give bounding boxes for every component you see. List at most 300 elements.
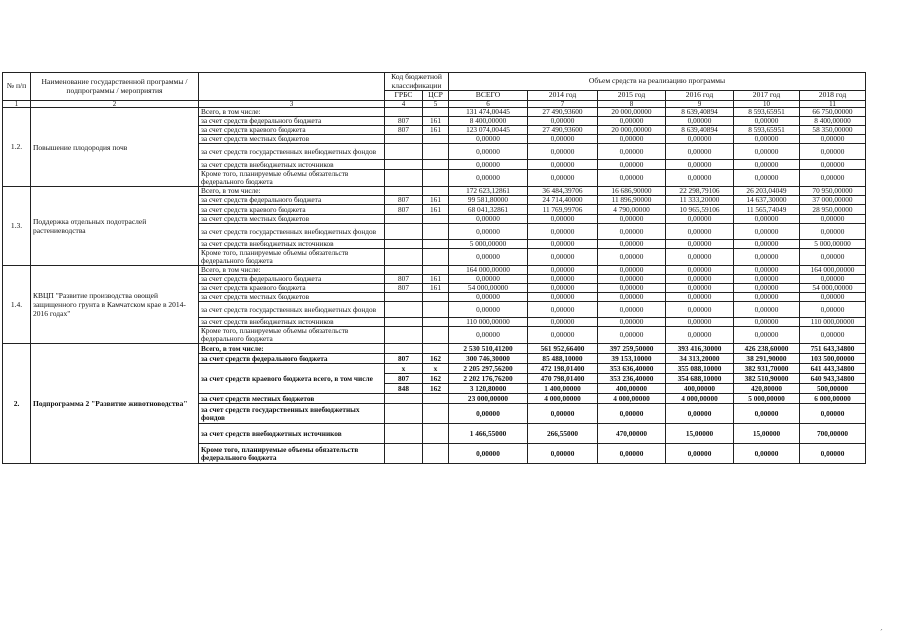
csr-code: 161 [423,117,449,126]
value-year: 0,00000 [666,135,734,144]
value-total: 0,00000 [449,170,528,187]
csr-code [423,224,449,240]
value-total: 54 000,00000 [449,284,528,293]
value-total: 300 746,30000 [449,354,528,364]
grbs-code [385,266,423,275]
index-cell: 2 [31,101,199,108]
value-year: 0,00000 [528,284,598,293]
csr-code [423,394,449,404]
row-label: за счет средств государственных внебюджетных фондов [199,224,385,240]
value-year: 0,00000 [800,293,866,302]
value-year: 0,00000 [528,224,598,240]
value-year: 0,00000 [800,275,866,284]
value-year: 22 298,79106 [666,187,734,196]
value-year: 472 198,01400 [528,364,598,374]
value-year: 0,00000 [734,249,800,266]
value-year: 400,00000 [598,384,666,394]
value-year: 353 236,40000 [598,374,666,384]
header-name: Наименование государственной программы / подпрограммы / мероприятия [31,73,199,101]
section-number: 1.4. [3,266,31,344]
value-year: 0,00000 [598,215,666,224]
value-year: 0,00000 [734,266,800,275]
csr-code: x [423,364,449,374]
value-year: 4 000,00000 [598,394,666,404]
row-label: за счет средств краевого бюджета всего, в том числе [199,364,385,394]
row-label: Кроме того, планируемые объемы обязательств федерального бюджета [199,327,385,344]
header-year-2014: 2014 год [528,91,598,101]
budget-table [2,72,866,464]
value-year: 0,00000 [528,327,598,344]
csr-code [423,404,449,424]
value-year: 27 490,93600 [528,126,598,135]
row-label: за счет средств местных бюджетов [199,215,385,224]
grbs-code [385,444,423,464]
value-year: 0,00000 [528,215,598,224]
row-label: за счет средств государственных внебюджетных фондов [199,404,385,424]
value-year: 0,00000 [666,266,734,275]
value-year: 20 000,00000 [598,126,666,135]
grbs-code: 848 [385,384,423,394]
value-year: 0,00000 [734,444,800,464]
value-year: 0,00000 [528,302,598,318]
corner-mark: ´ [880,628,883,637]
index-cell: 6 [449,101,528,108]
value-total: 1 466,55000 [449,424,528,444]
value-year: 0,00000 [800,135,866,144]
value-year: 0,00000 [666,318,734,327]
header-num: № п/п [3,73,31,101]
row-label: за счет средств внебюджетных источников [199,424,385,444]
value-year: 0,00000 [800,302,866,318]
value-total: 68 041,32861 [449,205,528,215]
value-year: 27 490,93600 [528,108,598,117]
grbs-code: 807 [385,275,423,284]
grbs-code [385,293,423,302]
value-total: 0,00000 [449,215,528,224]
grbs-code [385,327,423,344]
value-year: 0,00000 [666,215,734,224]
value-year: 0,00000 [666,284,734,293]
value-year: 0,00000 [734,275,800,284]
table-row [3,344,866,354]
value-year: 0,00000 [666,117,734,126]
value-total: 0,00000 [449,224,528,240]
section-number: 1.3. [3,187,31,266]
value-year: 0,00000 [800,170,866,187]
csr-code [423,249,449,266]
header-year-2017: 2017 год [734,91,800,101]
value-year: 0,00000 [800,144,866,160]
value-year: 0,00000 [528,266,598,275]
grbs-code [385,187,423,196]
csr-code [423,424,449,444]
value-year: 0,00000 [598,135,666,144]
value-year: 0,00000 [800,404,866,424]
table-row [3,187,866,196]
value-year: 0,00000 [666,224,734,240]
csr-code: 162 [423,354,449,364]
value-year: 0,00000 [800,327,866,344]
value-year: 0,00000 [800,160,866,170]
value-year: 0,00000 [528,160,598,170]
value-total: 0,00000 [449,327,528,344]
grbs-code: 807 [385,374,423,384]
value-total: 164 000,00000 [449,266,528,275]
value-total: 0,00000 [449,144,528,160]
grbs-code [385,108,423,117]
value-year: 28 950,00000 [800,205,866,215]
value-year: 11 896,90000 [598,196,666,205]
value-year: 66 750,00000 [800,108,866,117]
index-cell: 10 [734,101,800,108]
row-label: за счет средств внебюджетных источников [199,160,385,170]
value-total: 131 474,00445 [449,108,528,117]
value-year: 0,00000 [528,404,598,424]
value-year: 0,00000 [666,275,734,284]
csr-code: 161 [423,284,449,293]
value-year: 0,00000 [598,144,666,160]
value-year: 397 259,50000 [598,344,666,354]
row-label: за счет средств федерального бюджета [199,275,385,284]
value-year: 0,00000 [734,293,800,302]
value-year: 0,00000 [666,404,734,424]
value-year: 70 950,00000 [800,187,866,196]
value-year: 0,00000 [666,293,734,302]
value-year: 0,00000 [666,240,734,249]
value-year: 8 639,40894 [666,126,734,135]
section-name: Повышение плодородия почв [31,108,199,187]
section-name: КВЦП "Развитие производства овощей защищенного грунта в Камчатском крае в 2014-2016 годах" [31,266,199,344]
value-year: 10 965,59106 [666,205,734,215]
row-label: за счет средств федерального бюджета [199,354,385,364]
value-year: 15,00000 [734,424,800,444]
value-total: 0,00000 [449,444,528,464]
row-label: Кроме того, планируемые объемы обязательств федерального бюджета [199,170,385,187]
value-year: 26 203,04049 [734,187,800,196]
csr-code [423,187,449,196]
csr-code [423,266,449,275]
value-year: 0,00000 [666,327,734,344]
value-year: 6 000,00000 [800,394,866,404]
row-label: за счет средств местных бюджетов [199,135,385,144]
grbs-code [385,135,423,144]
value-year: 0,00000 [528,444,598,464]
grbs-code [385,224,423,240]
row-label: Всего, в том числе: [199,108,385,117]
value-year: 0,00000 [528,240,598,249]
value-total: 2 530 510,41200 [449,344,528,354]
row-label: за счет средств краевого бюджета [199,205,385,215]
grbs-code: 807 [385,354,423,364]
value-year: 1 400,00000 [528,384,598,394]
value-year: 0,00000 [734,404,800,424]
header-csr: ЦСР [423,91,449,101]
value-year: 354 688,10000 [666,374,734,384]
value-year: 11 333,20000 [666,196,734,205]
row-label: за счет средств внебюджетных источников [199,318,385,327]
value-year: 164 000,00000 [800,266,866,275]
csr-code [423,302,449,318]
value-year: 400,00000 [666,384,734,394]
value-year: 16 686,90000 [598,187,666,196]
value-year: 0,00000 [666,444,734,464]
value-year: 8 593,65951 [734,126,800,135]
value-year: 0,00000 [598,444,666,464]
value-year: 426 238,60000 [734,344,800,354]
value-total: 0,00000 [449,275,528,284]
value-year: 0,00000 [598,327,666,344]
value-year: 0,00000 [666,249,734,266]
grbs-code [385,240,423,249]
value-year: 58 350,00000 [800,126,866,135]
value-year: 5 000,00000 [800,240,866,249]
value-year: 0,00000 [598,284,666,293]
grbs-code [385,344,423,354]
value-year: 11 565,74049 [734,205,800,215]
section-name: Поддержка отдельных подотраслей растениеводства [31,187,199,266]
grbs-code [385,144,423,160]
value-year: 420,80000 [734,384,800,394]
row-label: за счет средств государственных внебюджетных фондов [199,144,385,160]
grbs-code: 807 [385,284,423,293]
value-year: 0,00000 [734,318,800,327]
grbs-code [385,170,423,187]
row-label: за счет средств федерального бюджета [199,117,385,126]
value-year: 0,00000 [598,240,666,249]
row-label: за счет средств краевого бюджета [199,126,385,135]
header-year-2015: 2015 год [598,91,666,101]
value-year: 39 153,10000 [598,354,666,364]
csr-code: 161 [423,126,449,135]
table-body [3,108,866,464]
value-total: 0,00000 [449,302,528,318]
value-year: 0,00000 [666,170,734,187]
value-year: 0,00000 [598,117,666,126]
value-year: 20 000,00000 [598,108,666,117]
value-year: 0,00000 [528,170,598,187]
value-year: 0,00000 [528,144,598,160]
value-total: 23 000,00000 [449,394,528,404]
value-year: 0,00000 [734,135,800,144]
value-year: 0,00000 [800,215,866,224]
grbs-code [385,249,423,266]
value-year: 561 952,66400 [528,344,598,354]
value-year: 0,00000 [734,327,800,344]
index-cell: 11 [800,101,866,108]
value-year: 38 291,90000 [734,354,800,364]
value-year: 266,55000 [528,424,598,444]
value-year: 0,00000 [800,444,866,464]
value-year: 37 000,00000 [800,196,866,205]
value-total: 2 202 176,76200 [449,374,528,384]
budget-table-container [2,72,866,464]
grbs-code [385,215,423,224]
csr-code [423,293,449,302]
csr-code [423,444,449,464]
row-label: Кроме того, планируемые объемы обязательств федерального бюджета [199,249,385,266]
index-cell: 7 [528,101,598,108]
value-total: 0,00000 [449,135,528,144]
value-year: 8 639,40894 [666,108,734,117]
value-year: 0,00000 [598,302,666,318]
csr-code: 162 [423,384,449,394]
value-year: 700,00000 [800,424,866,444]
value-year: 0,00000 [734,117,800,126]
value-year: 0,00000 [734,302,800,318]
grbs-code [385,160,423,170]
header-code-group: Код бюджетной классификации [385,73,449,91]
csr-code [423,240,449,249]
header-year-2018: 2018 год [800,91,866,101]
row-label: Всего, в том числе: [199,187,385,196]
grbs-code: 807 [385,126,423,135]
index-cell: 4 [385,101,423,108]
value-year: 393 416,30000 [666,344,734,354]
value-total: 110 000,00000 [449,318,528,327]
section-name: Подпрограмма 2 "Развитие животноводства" [31,344,199,464]
row-label: Всего, в том числе: [199,266,385,275]
header-year-2016: 2016 год [666,91,734,101]
value-year: 0,00000 [666,302,734,318]
value-year: 353 636,40000 [598,364,666,374]
table-row [3,266,866,275]
value-year: 0,00000 [734,170,800,187]
value-year: 0,00000 [528,318,598,327]
value-total: 123 074,00445 [449,126,528,135]
value-year: 355 088,10000 [666,364,734,374]
csr-code: 161 [423,205,449,215]
grbs-code: 807 [385,196,423,205]
value-total: 5 000,00000 [449,240,528,249]
value-year: 470,00000 [598,424,666,444]
index-row [3,101,866,108]
csr-code: 162 [423,374,449,384]
index-cell: 9 [666,101,734,108]
value-year: 0,00000 [598,266,666,275]
row-label: за счет средств федерального бюджета [199,196,385,205]
value-year: 0,00000 [598,249,666,266]
grbs-code: 807 [385,117,423,126]
grbs-code [385,404,423,424]
csr-code [423,170,449,187]
value-year: 751 643,34800 [800,344,866,354]
grbs-code: 807 [385,205,423,215]
value-total: 0,00000 [449,249,528,266]
section-number: 1.2. [3,108,31,187]
value-year: 36 484,39706 [528,187,598,196]
csr-code [423,318,449,327]
value-total: 3 120,80000 [449,384,528,394]
value-year: 470 798,01400 [528,374,598,384]
value-year: 640 943,34800 [800,374,866,384]
index-cell: 8 [598,101,666,108]
value-year: 0,00000 [528,117,598,126]
csr-code: 161 [423,196,449,205]
value-total: 172 623,12861 [449,187,528,196]
row-label: за счет средств внебюджетных источников [199,240,385,249]
value-year: 382 510,90000 [734,374,800,384]
value-year: 0,00000 [734,284,800,293]
value-year: 0,00000 [666,144,734,160]
value-year: 14 637,30000 [734,196,800,205]
header-grbs: ГРБС [385,91,423,101]
table-row [3,108,866,117]
csr-code [423,327,449,344]
value-year: 8 593,65951 [734,108,800,117]
row-label: за счет средств местных бюджетов [199,293,385,302]
value-year: 382 931,70000 [734,364,800,374]
value-year: 0,00000 [598,160,666,170]
row-label: за счет средств краевого бюджета [199,284,385,293]
grbs-code: x [385,364,423,374]
row-label: Кроме того, планируемые объемы обязательств федерального бюджета [199,444,385,464]
value-year: 0,00000 [598,318,666,327]
csr-code: 161 [423,275,449,284]
index-cell: 5 [423,101,449,108]
value-year: 0,00000 [734,215,800,224]
value-total: 99 581,80000 [449,196,528,205]
csr-code [423,135,449,144]
grbs-code [385,318,423,327]
index-cell: 1 [3,101,31,108]
value-year: 34 313,20000 [666,354,734,364]
value-year: 54 000,00000 [800,284,866,293]
value-year: 24 714,40000 [528,196,598,205]
value-year: 5 000,00000 [734,394,800,404]
csr-code [423,215,449,224]
value-year: 0,00000 [528,249,598,266]
value-year: 0,00000 [598,293,666,302]
value-year: 0,00000 [800,249,866,266]
value-year: 0,00000 [528,135,598,144]
value-year: 0,00000 [528,275,598,284]
row-label: за счет средств местных бюджетов [199,394,385,404]
csr-code [423,344,449,354]
index-cell: 3 [199,101,385,108]
grbs-code [385,302,423,318]
header-volume: Объем средств на реализацию программы [449,73,866,91]
value-year: 500,00000 [800,384,866,394]
value-total: 8 400,00000 [449,117,528,126]
value-year: 85 488,10000 [528,354,598,364]
csr-code [423,160,449,170]
value-total: 0,00000 [449,404,528,424]
section-number: 2. [3,344,31,464]
value-total: 2 205 297,56200 [449,364,528,374]
value-year: 0,00000 [734,240,800,249]
value-year: 15,00000 [666,424,734,444]
value-year: 0,00000 [598,170,666,187]
header-total: ВСЕГО [449,91,528,101]
header-row-top [3,73,866,91]
row-label: за счет средств государственных внебюджетных фондов [199,302,385,318]
csr-code [423,108,449,117]
value-year: 0,00000 [598,224,666,240]
header-blank [199,73,385,101]
value-year: 0,00000 [666,160,734,170]
value-year: 110 000,00000 [800,318,866,327]
csr-code [423,144,449,160]
value-year: 4 790,00000 [598,205,666,215]
value-year: 641 443,34800 [800,364,866,374]
value-year: 0,00000 [734,144,800,160]
value-year: 0,00000 [528,293,598,302]
value-year: 0,00000 [734,160,800,170]
value-year: 0,00000 [800,224,866,240]
value-year: 0,00000 [598,275,666,284]
value-total: 0,00000 [449,293,528,302]
value-year: 103 500,00000 [800,354,866,364]
